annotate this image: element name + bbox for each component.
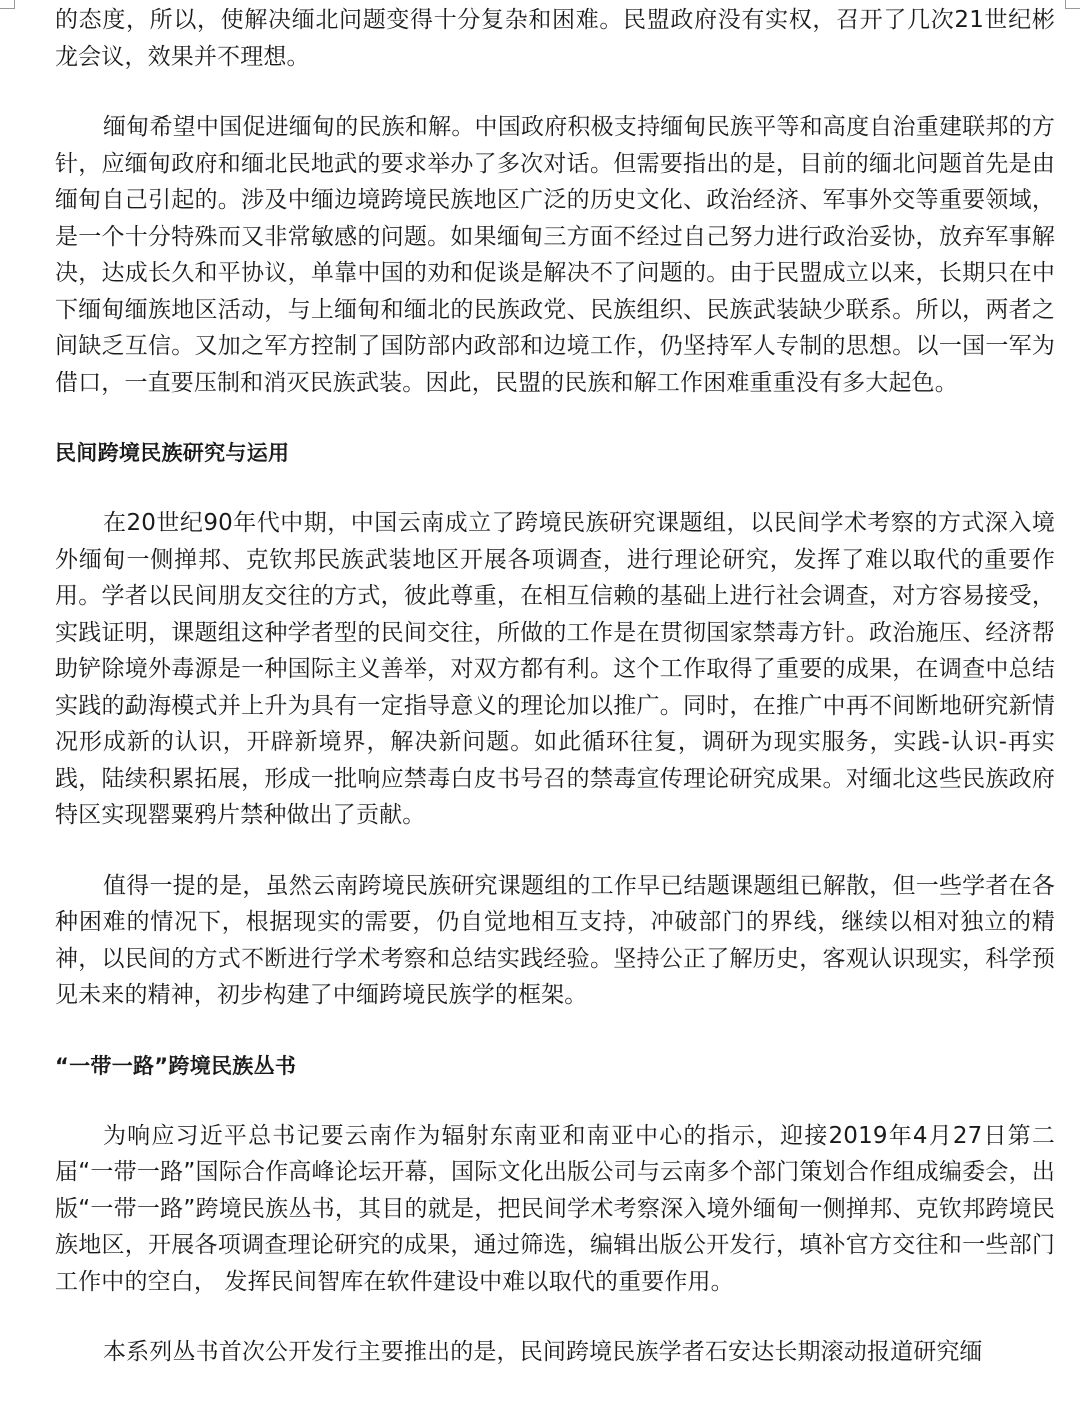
page-corner-mark-left [0, 0, 15, 9]
section-heading-belt-road-series: “一带一路”跨境民族丛书 [55, 1053, 297, 1078]
paragraph-truncated: 本系列丛书首次公开发行主要推出的是，民间跨境民族学者石安达长期滚动报道研究缅 [103, 1339, 983, 1365]
paragraph: 为响应习近平总书记要云南作为辐射东南亚和南亚中心的指示，迎接2019年4月27日第二届“一带一路”国际合作高峰论坛开幕，国际文化出版公司与云南多个部门策划合作组成编委会，出版“一带一路”跨境民族丛书，其目的就是，把民间学术考察深入境外缅甸一侧掸邦、克钦邦跨境民族地区，开展各项调查理论研究的成果，通过筛选，编辑出版公开发行，填补官方交往和一些部门工作中的空白， 发挥民间智库在软件建设中难以取代的重要作用。 [55, 1122, 1055, 1295]
page-corner-mark-right [1065, 0, 1080, 9]
paragraph-continued: 的态度，所以，使解决缅北问题变得十分复杂和困难。民盟政府没有实权，召开了几次21世纪彬龙会议，效果并不理想。 [55, 7, 1055, 70]
paragraph: 在20世纪90年代中期，中国云南成立了跨境民族研究课题组，以民间学术考察的方式深入境外缅甸一侧掸邦、克钦邦民族武装地区开展各项调查，进行理论研究，发挥了难以取代的重要作用。学者以民间朋友交往的方式，彼此尊重，在相互信赖的基础上进行社会调查，对方容易接受，实践证明，课题组这种学者型的民间交往，所做的工作是在贯彻国家禁毒方针。政治施压、经济帮助铲除境外毒源是一种国际主义善举，对双方都有利。这个工作取得了重要的成果，在调查中总结实践的勐海模式并上升为具有一定指导意义的理论加以推广。同时，在推广中再不间断地研究新情况形成新的认识，开辟新境界，解决新问题。如此循环往复，调研为现实服务，实践-认识-再实践，陆续积累拓展，形成一批响应禁毒白皮书号召的禁毒宣传理论研究成果。对缅北这些民族政府特区实现罂粟鸦片禁种做出了贡献。 [55, 510, 1055, 828]
paragraph: 值得一提的是，虽然云南跨境民族研究课题组的工作早已结题课题组已解散，但一些学者在各种困难的情况下，根据现实的需要，仍自觉地相互支持，冲破部门的界线，继续以相对独立的精神，以民间的方式不断进行学术考察和总结实践经验。坚持公正了解历史，客观认识现实，科学预见未来的精神，初步构建了中缅跨境民族学的框架。 [55, 872, 1055, 1008]
section-heading-folk-research: 民间跨境民族研究与运用 [55, 441, 290, 465]
article-body [55, 2, 1055, 1405]
paragraph: 缅甸希望中国促进缅甸的民族和解。中国政府积极支持缅甸民族平等和高度自治重建联邦的方针，应缅甸政府和缅北民地武的要求举办了多次对话。但需要指出的是，目前的缅北问题首先是由缅甸自己引起的。涉及中缅边境跨境民族地区广泛的历史文化、政治经济、军事外交等重要领域，是一个十分特殊而又非常敏感的问题。如果缅甸三方面不经过自己努力进行政治妥协，放弃军事解决，达成长久和平协议，单靠中国的劝和促谈是解决不了问题的。由于民盟成立以来，长期只在中下缅甸缅族地区活动，与上缅甸和缅北的民族政党、民族组织、民族武装缺少联系。所以，两者之间缺乏互信。又加之军方控制了国防部内政部和边境工作，仍坚持军人专制的思想。以一国一军为借口，一直要压制和消灭民族武装。因此，民盟的民族和解工作困难重重没有多大起色。 [55, 114, 1055, 396]
